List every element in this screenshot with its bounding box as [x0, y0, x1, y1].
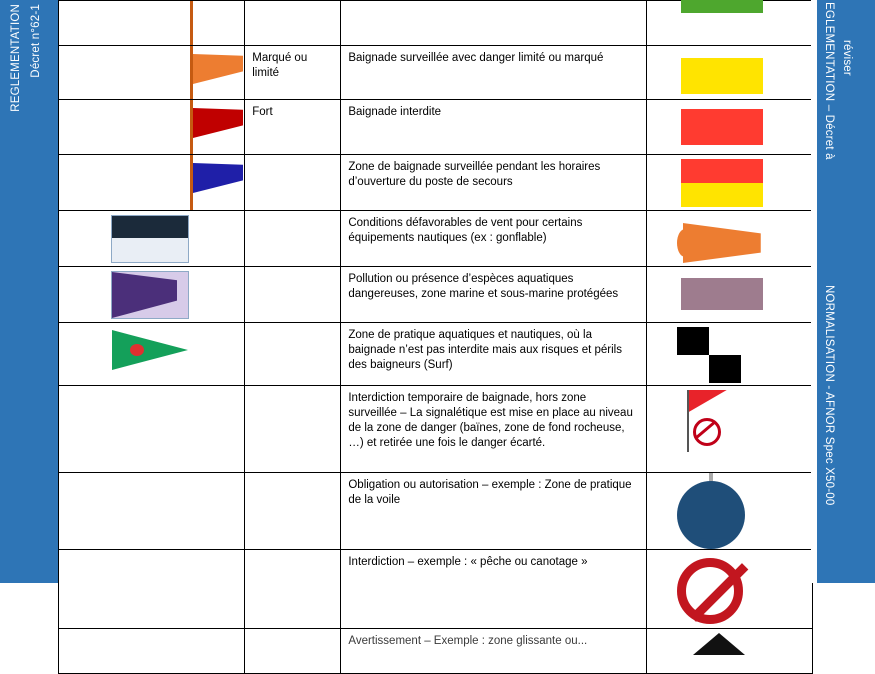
document-page	[58, 0, 813, 647]
cell-flag	[59, 473, 245, 550]
cell-signage	[646, 100, 812, 155]
table-row	[59, 155, 813, 211]
table-row	[59, 100, 813, 155]
cell-flag	[59, 1, 245, 46]
cell-level	[245, 473, 341, 550]
level-label: Marqué ou limité	[252, 52, 308, 79]
cell-level	[245, 323, 341, 386]
cell-signage	[646, 323, 812, 386]
green-color-bar	[681, 0, 763, 13]
cell-signage	[646, 267, 812, 323]
cell-signage	[646, 211, 812, 267]
yellow-color-bar	[681, 183, 763, 207]
table-row	[59, 211, 813, 267]
cell-description	[341, 323, 646, 386]
cell-level	[245, 550, 341, 629]
blue-pennant-flag-icon	[193, 163, 243, 193]
blue-obligation-sign-icon	[677, 481, 745, 549]
cell-level	[245, 211, 341, 267]
left-band-line2: Décret n°62-1	[30, 4, 42, 78]
description-text: Baignade surveillée avec danger limité ou marqué	[348, 52, 604, 64]
description-text: Obligation ou autorisation – exemple : Zone de pratique de la voile	[348, 479, 632, 506]
cell-level	[245, 1, 341, 46]
level-label	[245, 211, 340, 220]
right-band-line2: réviser	[841, 40, 853, 76]
cell-level	[245, 155, 341, 211]
cell-flag	[59, 267, 245, 323]
cell-signage	[646, 629, 812, 674]
red-pennant-interdiction-icon	[683, 390, 727, 452]
cell-description	[341, 550, 646, 629]
flag-pole	[190, 1, 193, 45]
red-color-bar	[681, 159, 763, 183]
cell-description	[341, 267, 646, 323]
level-label	[245, 267, 340, 276]
right-band-line3: NORMALISATION - AFNOR Spec X50-00	[823, 285, 835, 506]
green-flag-image	[111, 327, 189, 375]
table-row	[59, 473, 813, 550]
left-sidebar-band	[0, 0, 58, 583]
cell-level	[245, 386, 341, 473]
table-row	[59, 629, 813, 674]
description-text: Zone de baignade surveillée pendant les horaires d’ouverture du poste de secours	[348, 161, 601, 188]
cell-description	[341, 211, 646, 267]
level-label	[245, 155, 340, 164]
description-text: Baignade interdite	[348, 106, 442, 118]
purple-flag-image	[111, 271, 189, 319]
cell-level	[245, 46, 341, 100]
windsock-icon	[677, 221, 761, 265]
cell-flag	[59, 386, 245, 473]
cell-description	[341, 155, 646, 211]
table-row	[59, 323, 813, 386]
table-row	[59, 386, 813, 473]
cell-description	[341, 629, 646, 674]
right-sidebar-band	[817, 0, 875, 583]
cell-signage	[646, 155, 812, 211]
level-label	[245, 550, 340, 559]
description-text: Interdiction – exemple : « pêche ou canotage »	[348, 556, 588, 568]
prohibition-sign-icon	[677, 558, 743, 624]
cell-description	[341, 100, 646, 155]
level-label: Fort	[252, 106, 273, 118]
cell-flag	[59, 629, 245, 674]
cell-level	[245, 100, 341, 155]
warning-triangle-icon	[693, 633, 745, 655]
description-text: Pollution ou présence d’espèces aquatiques dangereuses, zone marine et sous-marine protégées	[348, 273, 619, 300]
cell-flag	[59, 100, 245, 155]
red-pennant-flag-icon	[193, 108, 243, 138]
description-text: Interdiction temporaire de baignade, hors zone surveillée – La signalétique est mise en place au niveau de la zone de danger (baïnes, zone de fond rocheuse, …) et retirée une fois le danger écarté.	[348, 392, 633, 449]
cell-signage	[646, 386, 812, 473]
cell-flag	[59, 155, 245, 211]
red-color-bar	[681, 109, 763, 145]
table-row	[59, 1, 813, 46]
level-label	[245, 473, 340, 482]
yellow-color-bar	[681, 58, 763, 94]
cell-flag	[59, 211, 245, 267]
orange-pennant-flag-icon	[193, 54, 243, 84]
left-band-line1: REGLEMENTATION	[10, 4, 22, 112]
cell-signage	[646, 1, 812, 46]
cell-description	[341, 473, 646, 550]
description-text: Zone de pratique aquatiques et nautiques, où la baignade n’est pas interdite mais aux risques et périls des baigneurs (Surf)	[348, 329, 622, 371]
cell-flag	[59, 323, 245, 386]
right-band-line1: EGLEMENTATION – Décret à	[823, 2, 835, 160]
flag-signage-table	[58, 0, 813, 674]
cell-description	[341, 46, 646, 100]
description-text: Conditions défavorables de vent pour certains équipements nautiques (ex : gonflable)	[348, 217, 583, 244]
level-label	[245, 386, 340, 395]
black-white-flag-image	[111, 215, 189, 263]
cell-flag	[59, 550, 245, 629]
cell-signage	[646, 550, 812, 629]
level-label	[245, 323, 340, 332]
cell-level	[245, 629, 341, 674]
chequered-flag-icon	[677, 327, 741, 383]
table-row	[59, 267, 813, 323]
cell-description	[341, 386, 646, 473]
cell-signage	[646, 46, 812, 100]
mauve-color-bar	[681, 278, 763, 310]
cell-signage	[646, 473, 812, 550]
cell-level	[245, 267, 341, 323]
cell-description	[341, 1, 646, 46]
level-label	[245, 629, 340, 638]
table-row	[59, 46, 813, 100]
cell-flag	[59, 46, 245, 100]
table-row	[59, 550, 813, 629]
description-text: Avertissement – Exemple : zone glissante ou...	[348, 635, 588, 647]
